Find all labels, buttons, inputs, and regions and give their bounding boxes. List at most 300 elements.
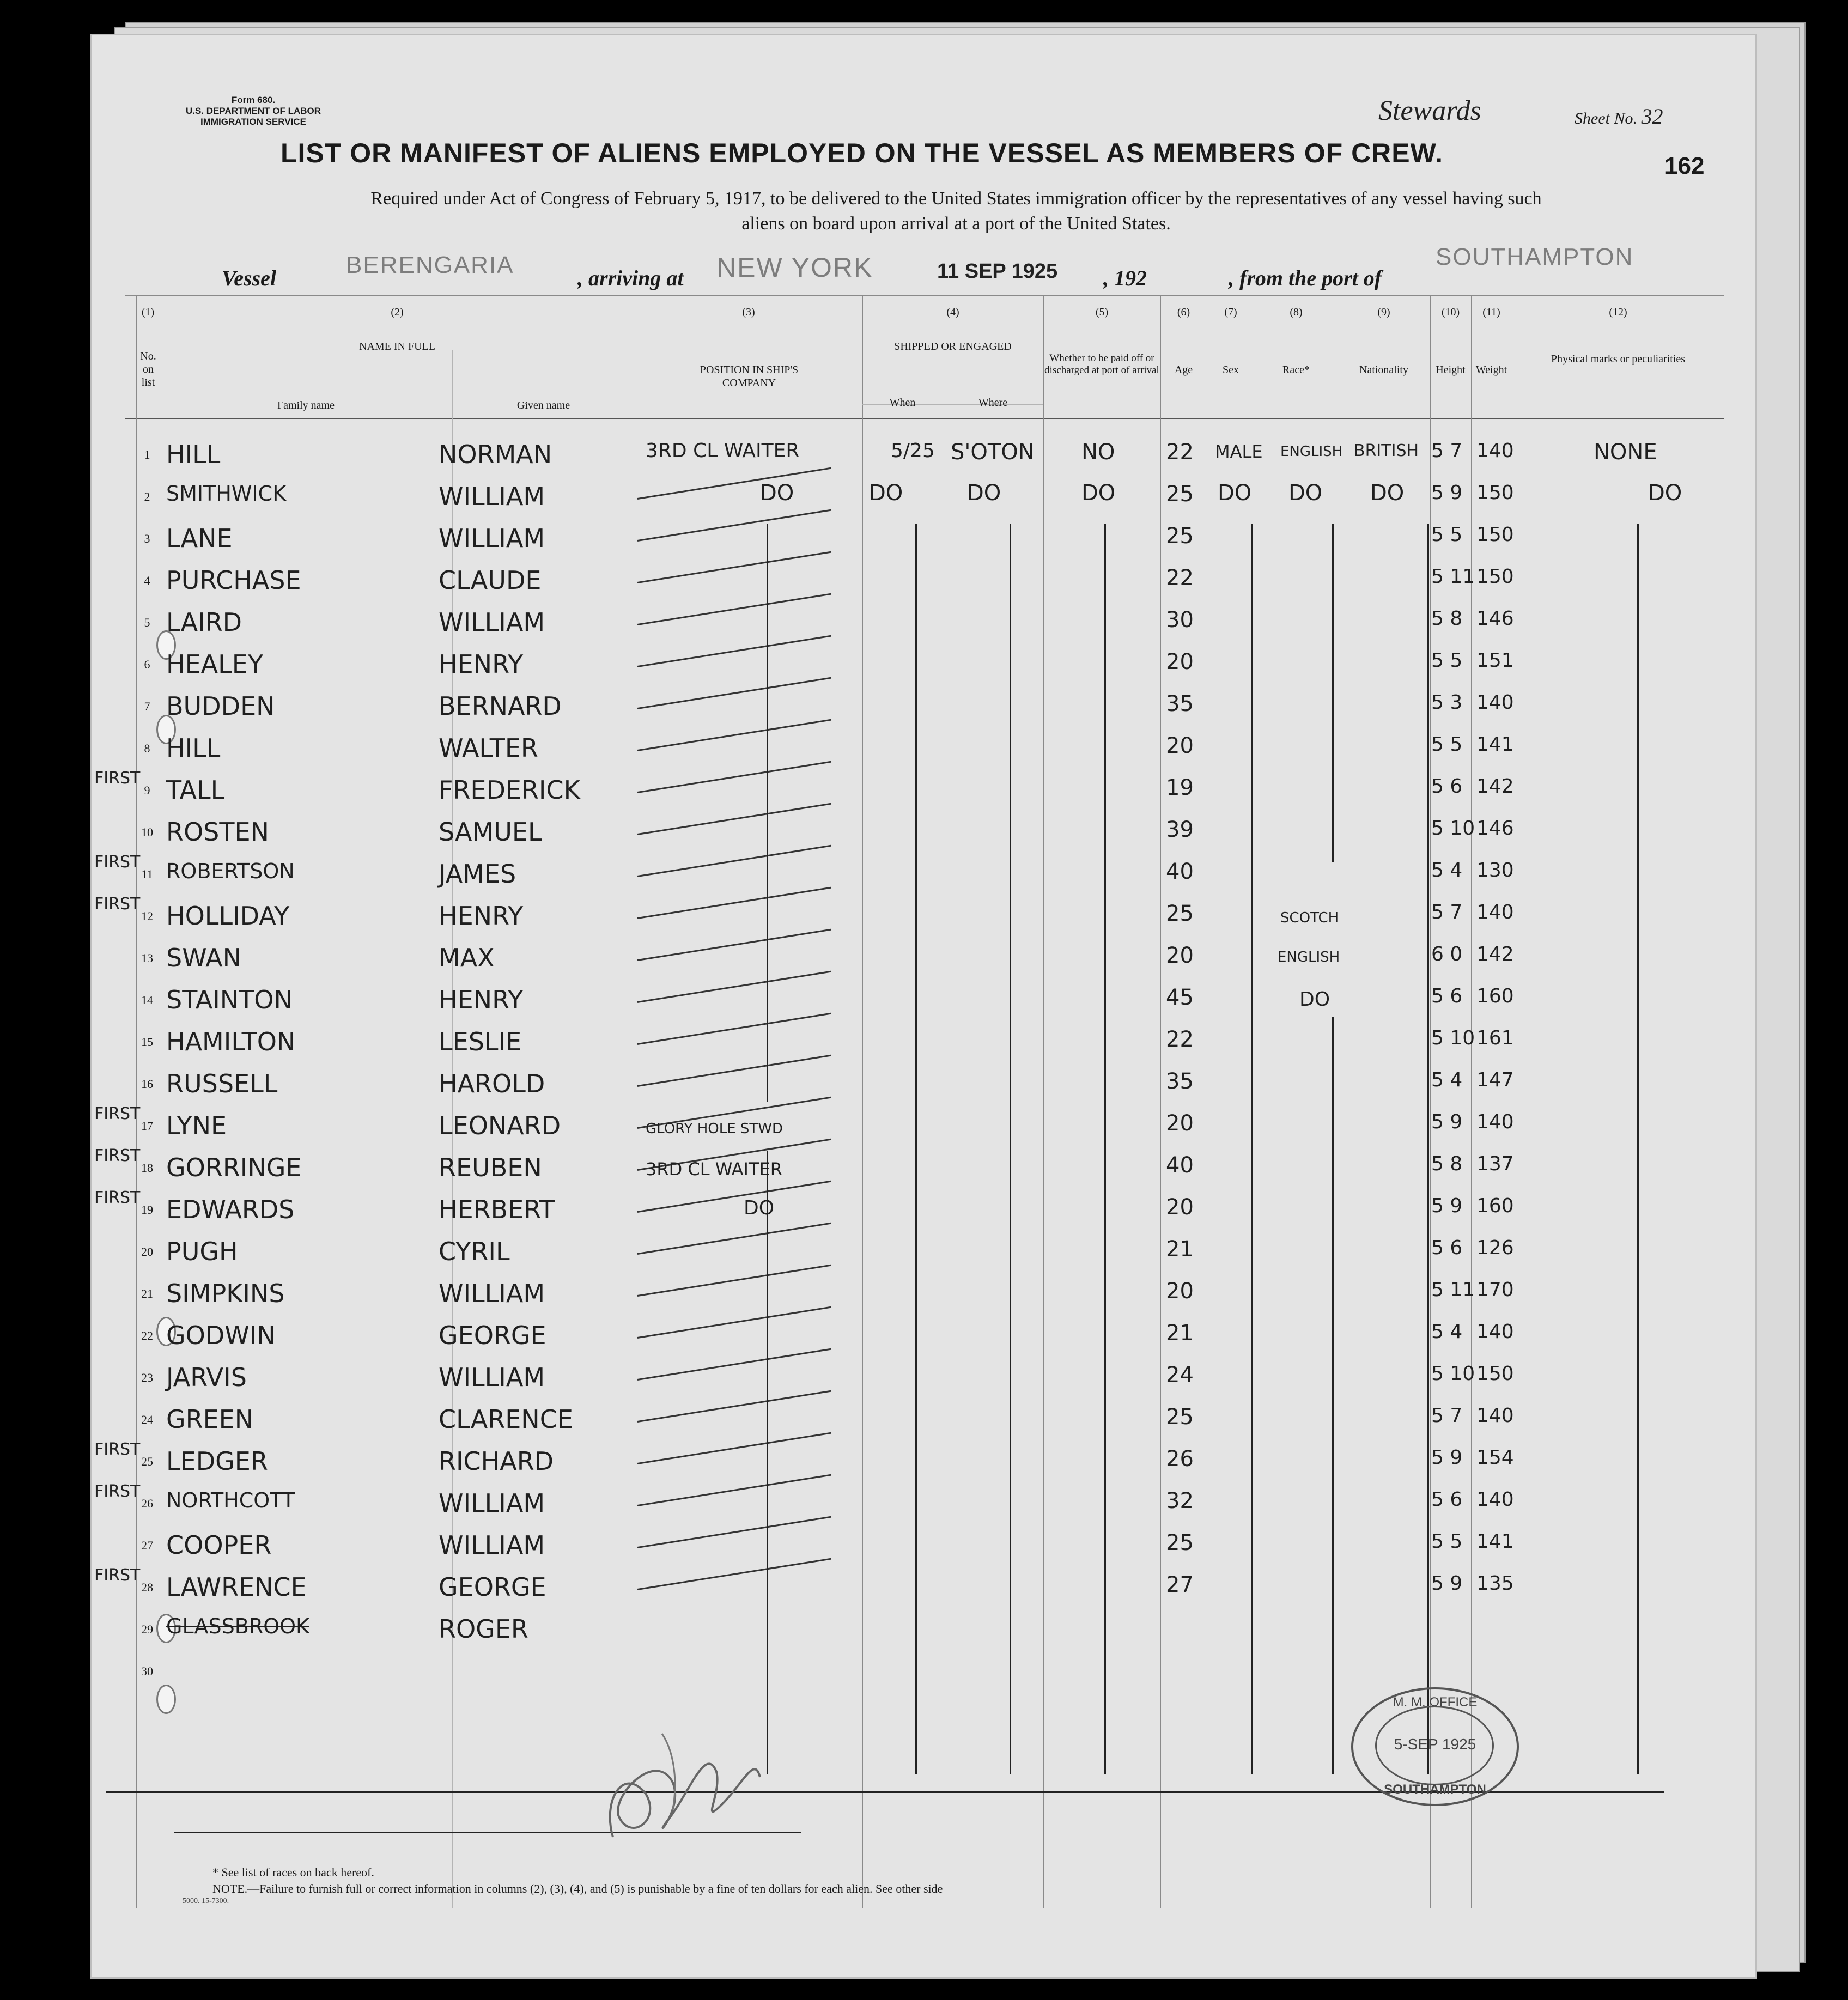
row-number: 10 [141, 825, 153, 839]
ditto-line [767, 524, 768, 1102]
vessel-label: Vessel [222, 266, 276, 290]
col-number: (6) [1177, 306, 1190, 318]
row2-marks-ditto: DO [1648, 481, 1682, 506]
given-name: HAROLD [439, 1069, 545, 1098]
age: 21 [1166, 1237, 1194, 1262]
weight: 154 [1476, 1446, 1514, 1469]
row2-paid-ditto: DO [1081, 481, 1116, 506]
height: 5 11 [1431, 566, 1475, 588]
family-name: NORTHCOTT [166, 1488, 295, 1512]
given-name: WILLIAM [439, 1279, 545, 1308]
weight: 150 [1476, 1363, 1514, 1385]
departure-port: SOUTHAMPTON [1436, 244, 1634, 270]
height: 5 9 [1431, 1111, 1463, 1133]
vessel-name: BERENGARIA [346, 252, 514, 278]
height: 5 9 [1431, 482, 1463, 504]
age: 20 [1166, 649, 1194, 674]
position-ditto-stroke [637, 1516, 831, 1548]
family-name: ROSTEN [166, 817, 269, 847]
ditto-line [915, 524, 917, 1774]
row1-when: 5/25 [891, 440, 935, 462]
col-rule [862, 295, 863, 1908]
position-ditto-stroke [637, 593, 831, 625]
row1-paid-off: NO [1081, 440, 1115, 465]
height: 5 7 [1431, 901, 1463, 923]
age: 27 [1166, 1572, 1194, 1597]
weight: 142 [1476, 775, 1514, 798]
row-number: 15 [141, 1035, 153, 1049]
page-title: LIST OR MANIFEST OF ALIENS EMPLOYED ON THE VESSEL AS MEMBERS OF CREW. [281, 138, 1443, 168]
header-age: Age [1174, 364, 1193, 376]
position-ditto-stroke [637, 971, 831, 1003]
header-no-on-list: No. on list [140, 350, 156, 388]
height: 5 10 [1431, 817, 1475, 840]
family-name: JARVIS [166, 1363, 247, 1392]
first-class-mark: FIRST [94, 1440, 141, 1459]
height: 5 8 [1431, 607, 1463, 630]
header-weight: Weight [1475, 364, 1507, 376]
table-header-rule [125, 418, 1724, 419]
weight: 130 [1476, 859, 1514, 882]
header-paid-off: Whether to be paid off or discharged at port of arrival [1044, 352, 1159, 376]
given-name: REUBEN [439, 1153, 542, 1182]
weight: 150 [1476, 482, 1514, 504]
given-name: GEORGE [439, 1572, 546, 1602]
header-name-in-full: NAME IN FULL [359, 341, 435, 352]
header-when: When [889, 397, 916, 409]
weight: 140 [1476, 1488, 1514, 1511]
height: 5 3 [1431, 691, 1463, 714]
col-number: (8) [1290, 306, 1303, 318]
family-name: TALL [166, 775, 225, 805]
height: 5 4 [1431, 1069, 1463, 1091]
family-name: HOLLIDAY [166, 901, 290, 931]
given-name: WILLIAM [439, 524, 545, 553]
family-name: GREEN [166, 1405, 254, 1434]
height: 5 4 [1431, 1321, 1463, 1343]
height: 5 5 [1431, 1530, 1463, 1553]
family-name: GODWIN [166, 1321, 276, 1350]
position-ditto-stroke [637, 509, 831, 542]
position-ditto-stroke [637, 635, 831, 667]
weight: 146 [1476, 817, 1514, 840]
height: 5 10 [1431, 1363, 1475, 1385]
col-number: (7) [1224, 306, 1237, 318]
ditto-line [1332, 524, 1334, 862]
family-name: LAIRD [166, 607, 242, 637]
height: 5 6 [1431, 1237, 1463, 1259]
row1-marks: NONE [1594, 440, 1657, 465]
age: 40 [1166, 859, 1194, 884]
age: 26 [1166, 1446, 1194, 1472]
header-race: Race* [1282, 364, 1310, 376]
row16-position: GLORY HOLE STWD [646, 1121, 783, 1137]
weight: 140 [1476, 440, 1514, 462]
position-ditto-stroke [637, 719, 831, 751]
height: 5 6 [1431, 1488, 1463, 1511]
age: 20 [1166, 1111, 1194, 1136]
col-number: (11) [1482, 306, 1500, 318]
arrival-port: NEW YORK [716, 252, 873, 283]
table-top-rule [125, 295, 1724, 296]
col-number: (5) [1095, 306, 1109, 318]
family-name: HAMILTON [166, 1027, 296, 1056]
header-height: Height [1436, 364, 1466, 376]
row-number: 2 [144, 490, 150, 503]
header-sex: Sex [1223, 364, 1239, 376]
weight: 160 [1476, 985, 1514, 1007]
height: 6 0 [1431, 943, 1463, 965]
from-label: , from the port of [1229, 266, 1382, 290]
header-nationality: Nationality [1359, 364, 1408, 376]
ditto-line [1010, 524, 1011, 1774]
row-number: 6 [144, 658, 150, 671]
height: 5 5 [1431, 524, 1463, 546]
given-name: JAMES [439, 859, 516, 889]
age: 24 [1166, 1363, 1194, 1388]
family-name: LYNE [166, 1111, 227, 1140]
service: IMMIGRATION SERVICE [200, 117, 306, 127]
first-class-mark: FIRST [94, 1104, 141, 1123]
manifest-page [90, 34, 1757, 1979]
position-ditto-stroke [637, 551, 831, 583]
position-ditto-stroke [637, 1432, 831, 1464]
row2-where-ditto: DO [967, 481, 1001, 506]
family-name: ROBERTSON [166, 859, 295, 883]
weight: 150 [1476, 524, 1514, 546]
position-ditto-stroke [637, 1390, 831, 1423]
given-name: CLAUDE [439, 566, 542, 595]
family-name: LAWRENCE [166, 1572, 307, 1602]
row-number: 25 [141, 1455, 153, 1468]
row2-when-ditto: DO [869, 481, 903, 506]
row1-where: S'OTON [951, 440, 1035, 465]
family-name: STAINTON [166, 985, 293, 1014]
age: 45 [1166, 985, 1194, 1010]
sheet-number-block [1575, 104, 1663, 129]
row1-race: ENGLISH [1280, 443, 1343, 460]
weight: 161 [1476, 1027, 1514, 1049]
weight: 141 [1476, 1530, 1514, 1553]
height: 5 5 [1431, 649, 1463, 672]
family-name: COOPER [166, 1530, 272, 1560]
row1-sex: MALE [1215, 441, 1263, 462]
col-number: (2) [391, 306, 404, 318]
weight: 160 [1476, 1195, 1514, 1217]
arrival-date: 11 SEP 1925 [937, 260, 1058, 283]
row-number: 24 [141, 1413, 153, 1426]
age: 25 [1166, 1405, 1194, 1430]
office-stamp [1351, 1687, 1519, 1806]
given-name: MAX [439, 943, 495, 972]
weight: 142 [1476, 943, 1514, 965]
weight: 146 [1476, 607, 1514, 630]
family-name: SIMPKINS [166, 1279, 285, 1308]
weight: 140 [1476, 901, 1514, 923]
row-number: 14 [141, 993, 153, 1007]
sheet-word: Stewards [1378, 95, 1481, 126]
sheet-label: Sheet No. [1575, 110, 1637, 127]
position-ditto-stroke [637, 1265, 831, 1297]
requirement-line-1: Required under Act of Congress of February 5, 1917, to be delivered to the United States immigration officer by the representatives of any vessel having such [370, 189, 1542, 209]
row-number: 11 [141, 867, 153, 881]
row-number: 5 [144, 616, 150, 629]
row1-nationality: BRITISH [1354, 441, 1419, 460]
row-number: 7 [144, 700, 150, 713]
given-name: LEONARD [439, 1111, 561, 1140]
age: 20 [1166, 943, 1194, 968]
position-ditto-stroke [637, 887, 831, 919]
family-name: HEALEY [166, 649, 263, 679]
position-ditto-stroke [637, 1474, 831, 1506]
header-marks: Physical marks or peculiarities [1551, 353, 1686, 365]
row-number: 29 [141, 1622, 153, 1636]
col-rule [1043, 295, 1044, 1908]
ditto-line [1104, 524, 1106, 1774]
sheet-number: 32 [1641, 104, 1663, 129]
year-label: , 192 [1103, 266, 1147, 290]
given-name: ROGER [439, 1614, 528, 1644]
given-name: LESLIE [439, 1027, 522, 1056]
col-number: (9) [1377, 306, 1390, 318]
age: 35 [1166, 691, 1194, 716]
position-ditto-stroke [637, 1306, 831, 1339]
given-name: CLARENCE [439, 1405, 573, 1434]
age: 40 [1166, 1153, 1194, 1178]
first-class-mark: FIRST [94, 1146, 141, 1165]
weight: 140 [1476, 1321, 1514, 1343]
position-ditto-stroke [637, 1181, 831, 1213]
col-number: (3) [742, 306, 755, 318]
age: 19 [1166, 775, 1194, 800]
given-name: HERBERT [439, 1195, 555, 1224]
row-number: 4 [144, 574, 150, 587]
ditto-line [1332, 1017, 1334, 1774]
stamp-top-text: M. M. OFFICE [1393, 1695, 1478, 1710]
ditto-line [1251, 524, 1253, 1774]
family-name: BUDDEN [166, 691, 275, 721]
family-name: LEDGER [166, 1446, 268, 1476]
family-name: HILL [166, 733, 221, 763]
row-number: 20 [141, 1245, 153, 1259]
height: 5 5 [1431, 733, 1463, 756]
given-name: WILLIAM [439, 1530, 545, 1560]
weight: 147 [1476, 1069, 1514, 1091]
row-number: 13 [141, 951, 153, 965]
row-number: 17 [141, 1119, 153, 1133]
given-name: CYRIL [439, 1237, 510, 1266]
print-code: 5000. 15-7300. [183, 1897, 229, 1905]
row-number: 26 [141, 1497, 153, 1510]
age: 20 [1166, 1195, 1194, 1220]
position-ditto-stroke [637, 1348, 831, 1381]
given-name: RICHARD [439, 1446, 554, 1476]
first-class-mark: FIRST [94, 853, 141, 872]
height: 5 7 [1431, 1405, 1463, 1427]
col-number: (4) [946, 306, 959, 318]
requirement-line-2: aliens on board upon arrival at a port of the United States. [741, 214, 1171, 234]
row18-position-ditto: DO [744, 1197, 775, 1219]
row-number: 12 [141, 909, 153, 923]
height: 5 4 [1431, 859, 1463, 882]
given-name: WALTER [439, 733, 538, 763]
family-name: HILL [166, 440, 221, 469]
weight: 140 [1476, 1405, 1514, 1427]
form-id-block [172, 95, 335, 127]
age: 20 [1166, 1279, 1194, 1304]
header-shipped: SHIPPED OR ENGAGED [894, 341, 1012, 352]
first-class-mark: FIRST [94, 1482, 141, 1501]
position-ditto-stroke [637, 929, 831, 961]
header-where: Where [978, 397, 1008, 409]
row1-position: 3RD CL WAITER [646, 440, 800, 462]
form-number: Form 680. [231, 95, 276, 105]
row2-nationality-ditto: DO [1370, 481, 1405, 506]
row-number: 16 [141, 1077, 153, 1091]
family-name: GORRINGE [166, 1153, 302, 1182]
age: 30 [1166, 607, 1194, 633]
given-name: HENRY [439, 901, 524, 931]
position-ditto-stroke [637, 761, 831, 793]
row-number: 9 [144, 783, 150, 797]
footnote-races: * See list of races on back hereof. [212, 1865, 374, 1879]
family-name: PURCHASE [166, 566, 301, 595]
row11-race: SCOTCH [1280, 910, 1339, 926]
first-class-mark: FIRST [94, 1188, 141, 1207]
given-name: HENRY [439, 985, 524, 1014]
first-class-mark: FIRST [94, 895, 141, 914]
weight: 141 [1476, 733, 1514, 756]
signature [580, 1701, 809, 1864]
given-name: BERNARD [439, 691, 562, 721]
col-rule [1430, 295, 1431, 1908]
given-name: NORMAN [439, 440, 552, 469]
row2-position-ditto: DO [760, 481, 794, 506]
age: 25 [1166, 524, 1194, 549]
family-name: RUSSELL [166, 1069, 278, 1098]
header-position: POSITION IN SHIP'S COMPANY [700, 364, 799, 389]
weight: 170 [1476, 1279, 1514, 1301]
height: 5 9 [1431, 1195, 1463, 1217]
given-name: WILLIAM [439, 1363, 545, 1392]
row-number: 8 [144, 741, 150, 755]
height: 5 11 [1431, 1279, 1475, 1301]
age: 32 [1166, 1488, 1194, 1513]
age: 25 [1166, 482, 1194, 507]
given-name: WILLIAM [439, 482, 545, 511]
row17-position: 3RD CL WAITER [646, 1159, 782, 1180]
height: 5 7 [1431, 440, 1463, 462]
height: 5 8 [1431, 1153, 1463, 1175]
department: U.S. DEPARTMENT OF LABOR [185, 106, 321, 116]
row12-race: ENGLISH [1278, 949, 1340, 965]
family-name: LANE [166, 524, 233, 553]
age: 22 [1166, 440, 1194, 465]
family-name: SWAN [166, 943, 242, 972]
requirement-text [199, 186, 1713, 236]
position-ditto-stroke [637, 803, 831, 835]
given-name: WILLIAM [439, 607, 545, 637]
position-ditto-stroke [637, 467, 831, 500]
height: 5 6 [1431, 985, 1463, 1007]
position-ditto-stroke [637, 1558, 831, 1590]
given-name: GEORGE [439, 1321, 546, 1350]
row-number: 27 [141, 1539, 153, 1552]
weight: 135 [1476, 1572, 1514, 1595]
height: 5 10 [1431, 1027, 1475, 1049]
age: 39 [1166, 817, 1194, 842]
weight: 140 [1476, 1111, 1514, 1133]
col-number: (10) [1441, 306, 1460, 318]
age: 20 [1166, 733, 1194, 758]
ditto-line [767, 1151, 768, 1774]
col-rule [1471, 295, 1472, 1908]
row-number: 21 [141, 1287, 153, 1300]
first-class-mark: FIRST [94, 1566, 141, 1585]
given-name: WILLIAM [439, 1488, 545, 1518]
page-number: 162 [1664, 153, 1705, 179]
stamp-date: 5-SEP 1925 [1394, 1736, 1476, 1753]
col-number: (12) [1609, 306, 1627, 318]
weight: 150 [1476, 566, 1514, 588]
height: 5 6 [1431, 775, 1463, 798]
weight: 151 [1476, 649, 1514, 672]
position-ditto-stroke [637, 1013, 831, 1045]
row-number: 3 [144, 532, 150, 545]
age: 22 [1166, 1027, 1194, 1052]
first-class-mark: FIRST [94, 769, 141, 788]
row-number: 19 [141, 1203, 153, 1217]
weight: 140 [1476, 691, 1514, 714]
given-name: SAMUEL [439, 817, 542, 847]
weight: 137 [1476, 1153, 1514, 1175]
family-name: SMITHWICK [166, 482, 287, 506]
age: 22 [1166, 566, 1194, 591]
row-number: 28 [141, 1580, 153, 1594]
height: 5 9 [1431, 1446, 1463, 1469]
footnote-penalty: NOTE.—Failure to furnish full or correct information in columns (2), (3), (4), and (5) is punishable by a fine of ten dollars for each alien. See other side [212, 1882, 943, 1895]
row2-race-ditto: DO [1288, 481, 1323, 506]
position-ditto-stroke [637, 1055, 831, 1087]
row-number: 22 [141, 1329, 153, 1342]
given-name: FREDERICK [439, 775, 580, 805]
row-number: 18 [141, 1161, 153, 1175]
header-given-name: Given name [516, 399, 570, 411]
family-name: GLASSBROOK [166, 1614, 309, 1638]
ditto-line [1427, 524, 1429, 1774]
row-number: 23 [141, 1371, 153, 1384]
stamp-bottom-text: SOUTHAMPTON [1384, 1782, 1486, 1797]
position-ditto-stroke [637, 1223, 831, 1255]
position-ditto-stroke [637, 677, 831, 709]
header-family-name: Family name [277, 399, 335, 411]
col-number: (1) [141, 306, 155, 318]
row-number: 1 [144, 448, 150, 461]
age: 21 [1166, 1321, 1194, 1346]
age: 25 [1166, 1530, 1194, 1555]
row-number: 30 [141, 1664, 153, 1678]
weight: 126 [1476, 1237, 1514, 1259]
family-name: EDWARDS [166, 1195, 295, 1224]
given-name: HENRY [439, 649, 524, 679]
family-name: PUGH [166, 1237, 238, 1266]
col-rule [1160, 295, 1161, 1908]
row13-race-ditto: DO [1299, 988, 1330, 1011]
row2-sex-ditto: DO [1218, 481, 1252, 506]
ditto-line [1637, 524, 1639, 1774]
arriving-label: , arriving at [578, 266, 684, 290]
height: 5 9 [1431, 1572, 1463, 1595]
